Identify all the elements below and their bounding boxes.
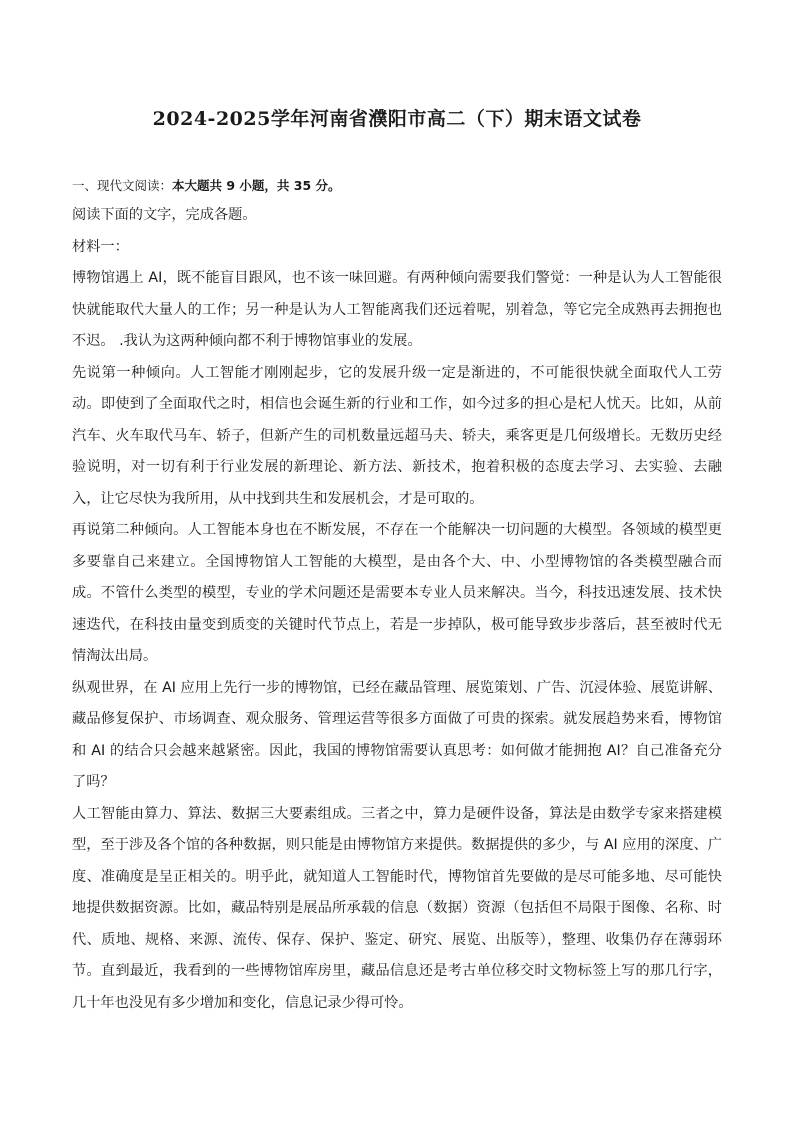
paragraph: 博物馆遇上 AI，既不能盲目跟风，也不该一味回避。有两种倾向需要我们警觉：一种是认为人工智能很快就能取代大量人的工作；另一种是认为人工智能离我们还远着呢，别着急，等它完全成熟再去拥抱也不迟。 .我认为这两种倾向都不利于博物馆事业的发展。 xyxy=(72,270,722,349)
section-detail: 本大题共 9 小题，共 35 分。 xyxy=(172,178,341,193)
material-label: 材料一： xyxy=(72,238,129,255)
exam-title: 2024-2025学年河南省濮阳市高二（下）期末语文试卷 xyxy=(152,108,642,130)
reading-instruction: 阅读下面的文字，完成各题。 xyxy=(72,207,257,223)
paragraph: 再说第二种倾向。人工智能本身也在不断发展，不存在一个能解决一切问题的大模型。各领域的模型更多要靠自己来建立。全国博物馆人工智能的大模型，是由各个大、中、小型博物馆的各类模型融合而成。不管什么类型的模型，专业的学术问题还是需要本专业人员来解决。当今，科技迅速发展、技术快速迭代，在科技由量变到质变的关键时代节点上，若是一步掉队，极可能导致步步落后，甚至被时代无情淘汰出局。 xyxy=(72,522,722,664)
section-heading xyxy=(72,172,722,200)
paragraph: 先说第一种倾向。人工智能才刚刚起步，它的发展升级一定是渐进的，不可能很快就全面取代人工劳动。即使到了全面取代之时，相信也会诞生新的行业和工作，如今过多的担心是杞人忧天。比如，从前汽车、火车取代马车、轿子，但新产生的司机数量远超马夫、轿夫，乘客更是几何级增长。无数历史经验说明，对一切有利于行业发展的新理论、新方法、新技术，抱着积极的态度去学习、去实验、去融入，让它尽快为我所用，从中找到共生和发展机会，才是可取的。 xyxy=(72,364,722,507)
document-body xyxy=(72,172,722,1019)
paragraph: 纵观世界，在 AI 应用上先行一步的博物馆，已经在藏品管理、展览策划、广告、沉浸体验、展览讲解、藏品修复保护、市场调查、观众服务、管理运营等很多方面做了可贵的探索。就发展趋势来看，博物馆和 AI 的结合只会越来越紧密。因此，我国的博物馆需要认真思考：如何做才能拥抱 AI？自己准备充分了吗？ xyxy=(72,679,722,790)
paragraph: 人工智能由算力、算法、数据三大要素组成。三者之中，算力是硬件设备，算法是由数学专家来搭建模型，至于涉及各个馆的各种数据，则只能是由博物馆方来提供。数据提供的多少，与 AI 应用的深度、广度、准确度是呈正相关的。明乎此，就知道人工智能时代，博物馆首先要做的是尽可能多地、尽可能快地提供数据资源。比如，藏品特别是展品所承载的信息（数据）资源（包括但不局限于图像、名称、时代、质地、规格、来源、流传、保存、保护、鉴定、研究、展览、出版等），整理、收集仍存在薄弱环节。直到最近，我看到的一些博物馆库房里，藏品信息还是考古单位移交时文物标签上写的那几行字，几十年也没见有多少增加和变化，信息记录少得可怜。 xyxy=(72,805,722,1011)
section-prefix: 一、现代文阅读： xyxy=(72,178,173,193)
